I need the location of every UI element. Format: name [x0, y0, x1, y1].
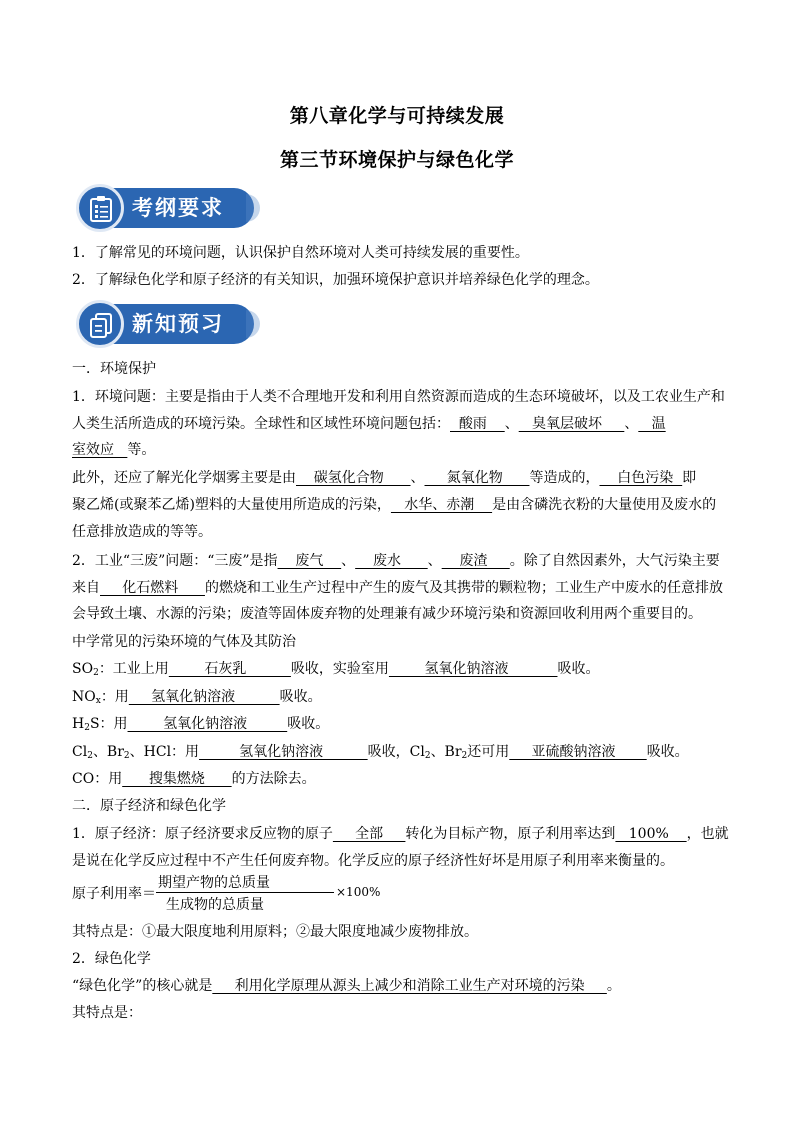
- env-problem-line-2: 人类生活所造成的环境污染。全球性和区域性环境问题包括： 酸雨 、 臭氧层破坏 、 温: [72, 416, 666, 432]
- smog-line-3: 任意排放造成的等等。: [72, 524, 212, 540]
- blank-greenhouse-part-2: 室效应: [72, 442, 128, 458]
- env-problem-line-1: 1．环境问题：主要是指由于人类不合理地开发和利用自然资源而造成的生态环境破坏，以及工农业生产和: [72, 389, 725, 405]
- co-line: CO：用 搜集燃烧 的方法除去。: [72, 771, 316, 787]
- blank-100-percent: 100%: [615, 826, 687, 842]
- atom-economy-line-1: 1．原子经济：原子经济要求反应物的原子 全部 转化为目标产物，原子利用率达到 100% ，也就: [72, 826, 729, 842]
- atom-economy-features: 其特点是：①最大限度地利用原料；②最大限度地减少废物排放。: [72, 924, 478, 940]
- preview-banner-label: 新知预习: [132, 312, 224, 336]
- blank-collect-burn: 搜集燃烧: [122, 771, 232, 787]
- green-chemistry-features: 其特点是：: [72, 1005, 142, 1021]
- formula-denominator: 生成物的总质量: [166, 897, 264, 913]
- h2s-line: $H_2S$：用 氢氧化钠溶液 吸收。: [72, 716, 330, 733]
- blank-waste-gas: 废气: [277, 553, 342, 569]
- halogen-line: $Cl_2$、$Br_2$、HCl：用 氢氧化钠溶液 吸收，$Cl_2$、$Br_2$还可用 亚硫酸钠溶液 吸收。: [72, 744, 689, 761]
- outline-item-2: 2．了解绿色化学和原子经济的有关知识，加强环境保护意识并培养绿色化学的理念。: [72, 272, 599, 288]
- smog-line-2: 聚乙烯(或聚苯乙烯)塑料的大量使用所造成的污染， 水华、赤潮 是由含磷洗衣粉的大量使用及废水的: [72, 497, 717, 513]
- blank-sulfite: 亚硫酸钠溶液: [509, 744, 647, 760]
- so2-line: $SO_2$：工业上用 石灰乳 吸收，实验室用 氢氧化钠溶液 吸收。: [72, 661, 600, 678]
- blank-algal-bloom: 水华、赤潮: [390, 497, 493, 513]
- blank-hydrocarbons: 碳氢化合物: [296, 470, 411, 486]
- env-problem-line-3: 室效应 等。: [72, 442, 156, 458]
- chapter-title: 第八章化学与可持续发展: [289, 105, 505, 127]
- blank-lime-milk: 石灰乳: [168, 661, 291, 677]
- blank-core: 利用化学原理从源头上减少和消除工业生产对环境的污染: [212, 978, 607, 994]
- gas-control-heading: 中学常见的污染环境的气体及其防治: [72, 634, 296, 650]
- blank-all: 全部: [332, 826, 406, 842]
- blank-white-pollution: 白色污染: [599, 470, 683, 486]
- outline-banner-label: 考纲要求: [132, 196, 224, 220]
- blank-waste-residue: 废渣: [441, 553, 510, 569]
- preview-banner: [76, 300, 254, 348]
- atom-utilization-formula: 原子利用率＝ 期望产物的总质量 生成物的总质量 ×100%: [72, 872, 332, 916]
- blank-ozone: 臭氧层破坏: [518, 416, 625, 432]
- section-2-heading: 二．原子经济和绿色化学: [72, 798, 226, 814]
- blank-fossil-fuels: 化石燃料: [100, 580, 205, 596]
- three-wastes-line-3: 会导致土壤、水源的污染；废渣等固体废弃物的处理兼有减少环境污染和资源回收利用两个重要目的。: [72, 606, 702, 622]
- blank-naoh-nox: 氢氧化钠溶液: [128, 689, 280, 705]
- three-wastes-line-1: 2．工业“三废”问题：“三废”是指 废气 、 废水 、 废渣 。除了自然因素外，大气污染主要: [72, 553, 720, 569]
- section-1-heading: 一．环境保护: [72, 361, 156, 377]
- blank-waste-water: 废水: [355, 553, 428, 569]
- clipboard-icon: [76, 184, 124, 232]
- blank-naoh-so2: 氢氧化钠溶液: [388, 661, 558, 677]
- fraction-bar: [156, 892, 334, 893]
- green-chemistry-heading: 2．绿色化学: [72, 951, 151, 967]
- blank-nitrogen-oxides: 氮氧化物: [424, 470, 530, 486]
- smog-line-1: 此外，还应了解光化学烟雾主要是由 碳氢化合物 、 氮氧化物 等造成的， 白色污染 即: [72, 470, 697, 486]
- formula-numerator: 期望产物的总质量: [158, 875, 270, 891]
- section-title: 第三节环境保护与绿色化学: [279, 149, 514, 171]
- outline-banner: [76, 184, 254, 232]
- blank-naoh-h2s: 氢氧化钠溶液: [127, 716, 288, 732]
- green-chemistry-core: “绿色化学”的核心就是 利用化学原理从源头上减少和消除工业生产对环境的污染 。: [72, 978, 621, 994]
- blank-naoh-halogen: 氢氧化钠溶液: [199, 744, 368, 760]
- three-wastes-line-2: 来自 化石燃料 的燃烧和工业生产过程中产生的废气及其携带的颗粒物；工业生产中废水的任意排放: [72, 580, 723, 596]
- nox-line: $NO_x$：用 氢氧化钠溶液 吸收。: [72, 689, 322, 706]
- documents-icon: [76, 300, 124, 348]
- outline-item-1: 1．了解常见的环境问题，认识保护自然环境对人类可持续发展的重要性。: [72, 245, 529, 261]
- blank-acid-rain: 酸雨: [450, 416, 505, 432]
- atom-economy-line-2: 是说在化学反应过程中不产生任何废弃物。化学反应的原子经济性好坏是用原子利用率来衡量的。: [72, 853, 674, 869]
- blank-greenhouse-part-1: 温: [638, 416, 666, 432]
